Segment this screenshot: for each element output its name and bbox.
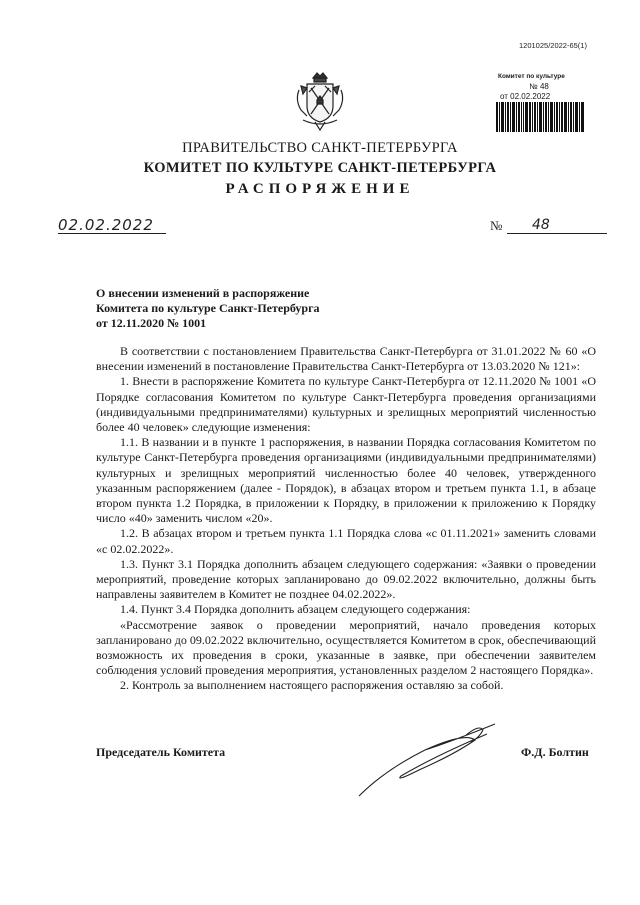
handwritten-date-field bbox=[58, 216, 166, 234]
stamp-organization: Комитет по культуре bbox=[498, 73, 565, 80]
document-registration-number: 1201025/2022-65(1) bbox=[519, 41, 587, 50]
barcode-icon bbox=[496, 102, 584, 132]
handwritten-number-field bbox=[507, 216, 607, 234]
subject-line: О внесении изменений в распоряжение bbox=[96, 286, 310, 300]
body-paragraph: 1.3. Пункт 3.1 Порядка дополнить абзацем следующего содержания: «Заявки о проведении мероприятий, проведение которых запланировано до 09.02.2022 включительно, должны быть направлены заявителем в Комитет не позднее 04.02.2022». bbox=[96, 556, 596, 602]
body-paragraph: 1.4. Пункт 3.4 Порядка дополнить абзацем следующего содержания: bbox=[120, 602, 471, 617]
registration-stamp bbox=[494, 72, 584, 102]
document-subject bbox=[96, 286, 396, 331]
body-paragraph: 1. Внести в распоряжение Комитета по культуре Санкт-Петербурга от 12.11.2020 № 1001 «О Порядке согласования Комитетом по культуре Санкт-Петербурга проведения организациями (индивидуальными предпринимателями) культурных и зрелищных мероприятий численностью более 40 человек» следующие изменения: bbox=[96, 374, 596, 435]
handwritten-date: 02.02.2022 bbox=[58, 216, 154, 234]
body-paragraph: 1.1. В названии и в пункте 1 распоряжения, в названии Порядка согласования Комитетом по культуре Санкт-Петербурга проведения организациями (индивидуальными предпринимателями) культурных и зрелищных мероприятий численностью более 40 человек, утвержденного указанным распоряжением (далее - Порядок), в абзацах втором и третьем пункта 1.1, в абзаце втором пункта 1.2 Порядка, в приложении к Порядку, в приложении к приложению к Порядку число «40» заменить числом «20». bbox=[96, 435, 596, 526]
number-label: № bbox=[490, 218, 503, 233]
stamp-number: № 48 bbox=[529, 82, 549, 91]
subject-line: Комитета по культуре Санкт-Петербурга bbox=[96, 301, 320, 315]
committee-title: КОМИТЕТ ПО КУЛЬТУРЕ САНКТ-ПЕТЕРБУРГА bbox=[143, 160, 497, 176]
government-title: ПРАВИТЕЛЬСТВО САНКТ-ПЕТЕРБУРГА bbox=[182, 140, 458, 156]
document-body bbox=[96, 344, 596, 694]
signatory-name: Ф.Д. Болтин bbox=[521, 745, 589, 759]
document-type: РАСПОРЯЖЕНИЕ bbox=[225, 181, 415, 197]
coat-of-arms-icon bbox=[293, 70, 347, 132]
handwritten-signature bbox=[355, 720, 500, 800]
signatory-title: Председатель Комитета bbox=[96, 745, 226, 759]
body-paragraph: 1.2. В абзацах втором и третьем пункта 1.1 Порядка слова «с 01.11.2021» заменить словами «с 02.02.2022». bbox=[96, 526, 596, 556]
subject-line: от 12.11.2020 № 1001 bbox=[96, 316, 207, 330]
body-paragraph: 2. Контроль за выполнением настоящего распоряжения оставляю за собой. bbox=[120, 678, 504, 693]
stamp-date: от 02.02.2022 bbox=[500, 92, 551, 101]
handwritten-number: 48 bbox=[532, 217, 550, 233]
body-paragraph: «Рассмотрение заявок о проведении мероприятий, начало проведения которых запланировано до 09.02.2022 включительно, осуществляется Комитетом в срок, обеспечивающий возможность их проведения в сроки, указанные в заявке, при обеспечении заявителем соблюдения условий проведения мероприятия, установленных разделом 2 настоящего Порядка». bbox=[96, 617, 596, 678]
body-paragraph: В соответствии с постановлением Правительства Санкт-Петербурга от 31.01.2022 № 60 «О внесении изменений в постановление Правительства Санкт-Петербурга от 13.03.2020 № 121»: bbox=[96, 344, 596, 374]
